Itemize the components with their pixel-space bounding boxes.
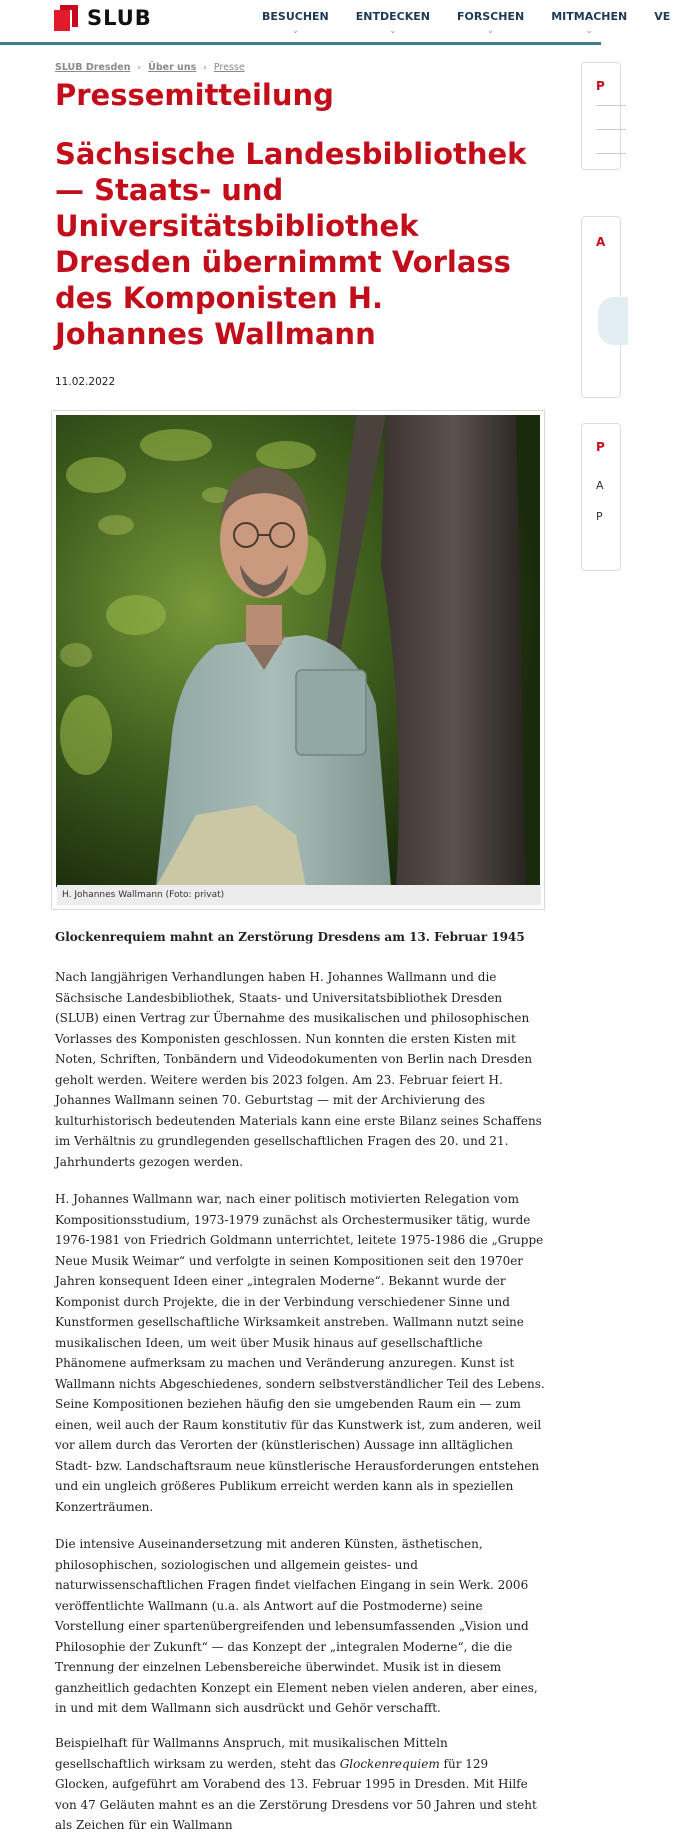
sidebar-divider	[596, 105, 626, 106]
sidebar-card-links[interactable]	[581, 423, 621, 571]
article-figure	[51, 410, 545, 910]
article-lead: Glockenrequiem mahnt an Zerstörung Dresdens am 13. Februar 1945	[55, 930, 525, 944]
sidebar-card-title: A	[596, 235, 606, 249]
article-paragraph: Beispielhaft für Wallmanns Anspruch, mit musikalischen Mitteln gesellschaftlich wirksam zu werden, steht das Glockenrequiem für 129 Glocken, aufgeführt am Vorabend des 13. Februar 1995 in Dresden. Mit Hilfe von 47 Geläuten mahnt es an die Zerstörung Dresdens vor 50 Jahren und steht als Zeichen für ein Wallmann	[55, 1736, 537, 1832]
nav-item-mitmachen[interactable]: MITMACHEN ⌄	[551, 10, 628, 35]
portrait-photo	[56, 415, 540, 887]
article-paragraph: Die intensive Auseinandersetzung mit anderen Künsten, ästhetischen, philosophischen, soziologischen und allgemein geistes- und naturwissenschaftlichen Fragen findet vielfachen Eingang in sein Werk. 2006 veröffentlichte Wallmann (u.a. als Antwort auf die Postmoderne) seine Vorstellung einer spartenübergreifenden und lebensumfassenden „Vision und Philosophie der Zukunft“ — das Konzept der „integralen Moderne“, die die Trennung der einzelnen Lebensbereiche überwindet. Musik ist in diesem ganzheitlich gedachten Konzept ein Element neben vielen anderen, aber eines, in und mit dem Wallmann sich ausdrückt und Gehör verschafft.	[55, 1537, 538, 1715]
main-nav	[262, 10, 697, 35]
sidebar-divider	[596, 153, 626, 154]
chevron-down-icon: ⌄	[585, 26, 593, 35]
sidebar-card-contact[interactable]	[581, 216, 621, 398]
site-header	[0, 0, 671, 45]
sidebar-link[interactable]: A	[596, 479, 604, 492]
sidebar-divider	[596, 129, 626, 130]
sidebar-card-title: P	[596, 79, 605, 93]
chevron-right-icon: ›	[137, 62, 142, 73]
nav-item-entdecken[interactable]: ENTDECKEN ⌄	[355, 10, 430, 35]
breadcrumb-link-about[interactable]: Über uns	[148, 62, 197, 73]
chevron-down-icon: ⌄	[487, 26, 494, 35]
slub-logo-icon	[54, 5, 78, 31]
article-paragraph: Nach langjährigen Verhandlungen haben H. Johannes Wallmann und die Sächsische Landesbibliothek, Staats- und Universitatsbibliothek Dresden (SLUB) einen Vertrag zur Übernahme des musikalischen und philosophischen Vorlasses des Komponisten geschlossen. Nun konnten die ersten Kisten mit Noten, Schriften, Tonbändern und Videodokumenten von Berlin nach Dresden geholt werden. Weitere werden bis 2023 folgen. Am 23. Februar feiert H. Johannes Wallmann seinen 70. Geburtstag — mit der Archivierung des kulturhistorisch bedeutenden Materials kann eine erste Bilanz seines Schaffens im Verhältnis zu grundlegenden gesellschaftlichen Fragen des 20. und 21. Jahrhunderts gezogen werden.	[55, 970, 542, 1169]
article-paragraph: H. Johannes Wallmann war, nach einer politisch motivierten Relegation vom Kompositionsstudium, 1973-1979 zunächst als Orchestermusiker tätig, wurde 1976-1981 von Friedrich Goldmann unterrichtet, leitete 1975-1986 die „Gruppe Neue Musik Weimar“ und verfolgte in seinen Kompositionen seit den 1970er Jahren konsequent Ideen einer „integralen Moderne“. Bekannt wurde der Komponist durch Projekte, die in der Verbindung verschiedener Sinne und Kunstformen gesellschaftliche Wirksamkeit anstreben. Wallmann nutzt seine musikalischen Ideen, um weit über Musik hinaus auf gesellschaftliche Phänomene aufmerksam zu machen und Veränderung anzuregen. Kunst ist Wallmann nichts Abgeschiedenes, sondern selbstverständlicher Teil des Lebens. Seine Kompositionen beziehen häufig den sie umgebenden Raum ein — zum einen, weil auch der Raum konstitutiv für das Kunstwerk ist, zum anderen, weil vor allem durch das Verorten der (künstlerischen) Aussage inn alltäglichen Stadt- bzw. Landschaftsraum neue künstlerische Herausforderungen entstehen und ein ungleich größeres Publikum erreicht werden kann als in speziellen Konzerträumen.	[55, 1192, 545, 1514]
sidebar-card-press[interactable]	[581, 62, 621, 170]
nav-item-forschen[interactable]: FORSCHEN ⌄	[456, 10, 525, 35]
nav-item-more[interactable]: VE	[654, 10, 671, 23]
sidebar-link[interactable]: P	[596, 510, 603, 523]
chevron-down-icon: ⌄	[292, 26, 299, 35]
breadcrumb-link-home[interactable]: SLUB Dresden	[55, 62, 131, 73]
sidebar-avatar	[598, 297, 628, 345]
publish-date: 11.02.2022	[55, 376, 116, 388]
nav-item-besuchen[interactable]: BESUCHEN ⌄	[262, 10, 329, 35]
figure-caption: H. Johannes Wallmann (Foto: privat)	[57, 885, 541, 905]
logo-text: SLUB	[87, 6, 152, 30]
page-title: Sächsische Landesbibliothek — Staats- und Universitätsbibliothek Dresden übernimmt Vorlass des Komponisten H. Johannes Wallmann	[55, 137, 527, 351]
slub-logo[interactable]	[54, 5, 152, 31]
breadcrumb-link-press[interactable]: Presse	[213, 62, 245, 73]
work-title: Glockenrequiem	[339, 1756, 440, 1771]
breadcrumb	[55, 62, 245, 73]
sidebar-card-title: P	[596, 440, 605, 454]
page-kicker: Pressemitteilung	[55, 78, 334, 112]
chevron-down-icon: ⌄	[389, 26, 397, 35]
chevron-right-icon: ›	[203, 62, 207, 73]
